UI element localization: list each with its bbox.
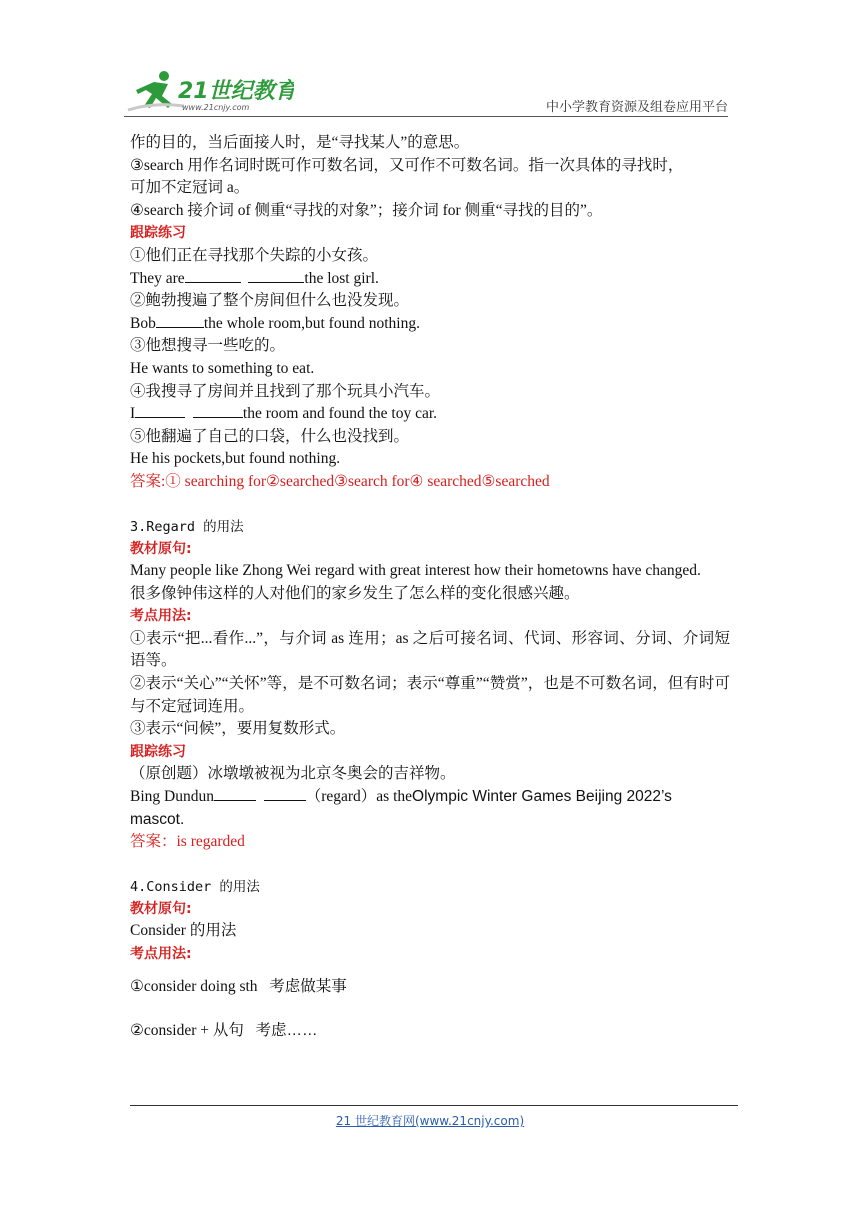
spacer [130, 966, 730, 976]
question-en [130, 786, 730, 831]
text-segment: （regard）as the [305, 788, 413, 806]
practice-label: 跟踪练习 [130, 743, 186, 760]
question-en: He his pockets,but found nothing. [130, 450, 341, 468]
answer-blank[interactable] [156, 313, 204, 328]
document-body [130, 132, 730, 1043]
footer-link[interactable]: 21 世纪教育网(www.21cnjy.com) [335, 1114, 525, 1128]
text-segment: ①consider doing sth [130, 977, 258, 995]
paragraph: 作的目的，当后面接人时，是“寻找某人”的意思。 [130, 134, 470, 151]
practice-label: 跟踪练习 [130, 225, 186, 242]
logo-url: www.21cnjy.com [182, 103, 250, 112]
spacer [130, 1008, 730, 1020]
logo-text: 21世纪教育 [178, 79, 294, 104]
answer-blank[interactable] [214, 786, 256, 801]
text-segment: Olympic Winter Games Beijing 2022’s mascot. [130, 788, 672, 828]
text-segment: the room and found the toy car. [242, 405, 438, 423]
header-divider [124, 116, 728, 117]
text-segment: Bing Dundun [130, 788, 214, 806]
textbook-sentence-cn: 很多像钟伟这样的人对他们的家乡发生了怎么样的变化很感兴趣。 [130, 584, 580, 602]
section-title: 4.Consider 的用法 [130, 878, 260, 895]
textbook-sentence-en: Many people like Zhong Wei regard with great interest how their hometowns have changed. [130, 562, 701, 580]
text-segment: I [130, 405, 136, 423]
answer-key: 答案：is regarded [130, 833, 245, 851]
question-cn: ①他们正在寻找那个失踪的小女孩。 [130, 246, 379, 264]
site-logo[interactable] [124, 68, 294, 116]
spacer [130, 854, 730, 876]
textbook-label: 教材原句: [130, 540, 192, 557]
spacer [130, 494, 730, 516]
usage-label: 考点用法: [130, 608, 192, 625]
usage-item: ③表示“问候”，要用复数形式。 [130, 720, 346, 738]
footer-divider [130, 1105, 738, 1106]
spacer [130, 998, 730, 1008]
question-cn: ③他想搜寻一些吃的。 [130, 337, 286, 355]
question-cn: ⑤他翻遍了自己的口袋，什么也没找到。 [130, 427, 410, 445]
text-segment: 考虑…… [255, 1022, 318, 1040]
usage-item [130, 976, 730, 999]
question-en [130, 403, 730, 426]
usage-item: ①表示“把...看作...”，与介词 as 连用；as 之后可接名词、代词、形容词、分词、介词短语等。 [130, 629, 730, 670]
textbook-sentence-en: Consider 的用法 [130, 922, 237, 940]
usage-item [130, 1020, 730, 1043]
usage-item: ②表示“关心”“关怀”等，是不可数名词；表示“尊重”“赞赏”，也是不可数名词，但有时可与不定冠词连用。 [130, 675, 730, 715]
question-cn: ②鲍勃搜遍了整个房间但什么也没发现。 [130, 292, 410, 310]
question-cn: （原创题）冰墩墩被视为北京冬奥会的吉祥物。 [130, 765, 456, 783]
page-header [124, 68, 728, 118]
answer-blank[interactable] [248, 268, 304, 283]
text-segment: the whole room,but found nothing. [203, 314, 420, 332]
paragraph: ③search 用作名词时既可作可数名词，又可作不可数名词。指一次具体的寻找时， [130, 156, 684, 174]
answer-blank[interactable] [185, 268, 241, 283]
answer-key: 答案:① searching for②searched③search for④ searched⑤searched [130, 472, 550, 490]
question-cn: ④我搜寻了房间并且找到了那个玩具小汽车。 [130, 382, 441, 400]
question-en [130, 268, 730, 291]
answer-blank[interactable] [264, 786, 306, 801]
textbook-label: 教材原句: [130, 900, 192, 917]
page-footer [0, 1112, 860, 1129]
section-title: 3.Regard 的用法 [130, 518, 244, 535]
text-segment: the lost girl. [304, 269, 379, 287]
text-segment: ②consider + [130, 1022, 210, 1040]
text-segment: 从句 [212, 1022, 244, 1040]
answer-blank[interactable] [193, 403, 243, 418]
question-en [130, 313, 730, 336]
runner-logo-icon [124, 68, 294, 116]
platform-title: 中小学教育资源及组卷应用平台 [545, 99, 728, 114]
text-segment: 考虑做某事 [269, 977, 347, 995]
paragraph: 可加不定冠词 a。 [130, 179, 250, 197]
paragraph: ④search 接介词 of 侧重“寻找的对象”；接介词 for 侧重“寻找的目的”。 [130, 201, 603, 219]
text-segment: They are [130, 269, 185, 287]
usage-label: 考点用法: [130, 946, 192, 962]
question-en: He wants to something to eat. [130, 359, 315, 377]
text-segment: Bob [130, 314, 156, 332]
answer-blank[interactable] [135, 403, 185, 418]
